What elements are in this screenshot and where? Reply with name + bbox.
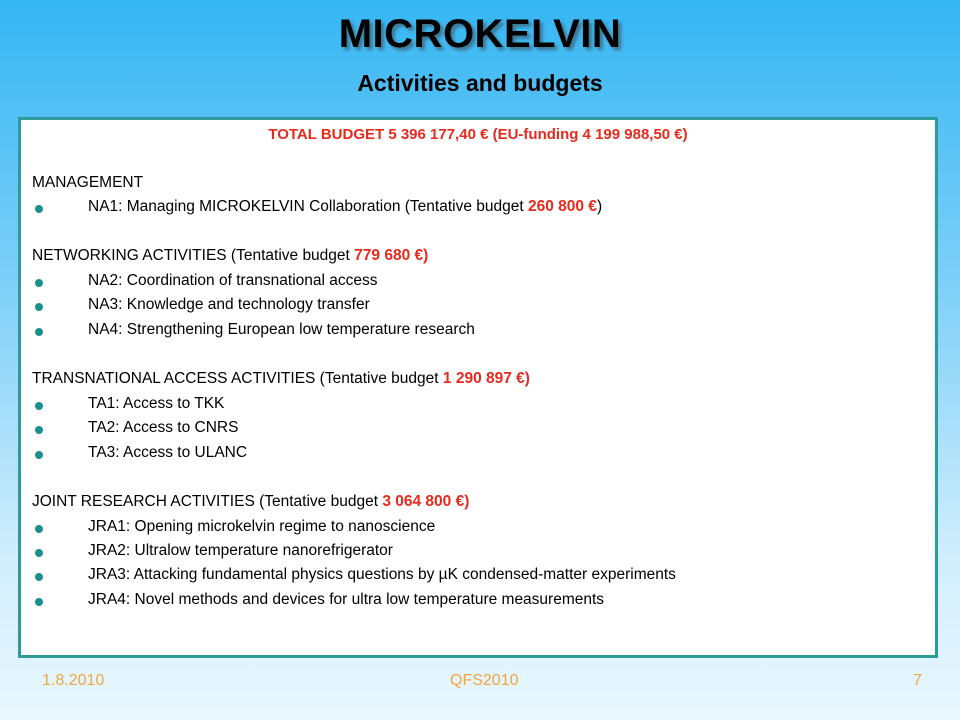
bullet-icon (35, 549, 43, 557)
ta3-item: TA3: Access to ULANC (88, 444, 248, 461)
networking-heading-text: NETWORKING ACTIVITIES (Tentative budget (32, 247, 355, 264)
ta2-item: TA2: Access to CNRS (88, 419, 239, 436)
transnational-heading-text: TRANSNATIONAL ACCESS ACTIVITIES (Tentative budget (32, 370, 443, 387)
joint-heading-text: JOINT RESEARCH ACTIVITIES (Tentative budget (32, 493, 383, 510)
footer-date: 1.8.2010 (42, 672, 105, 689)
management-heading: MANAGEMENT (32, 174, 144, 191)
bullet-icon (35, 426, 43, 434)
total-budget: TOTAL BUDGET 5 396 177,40 € (EU-funding 4 199 988,50 €) (268, 126, 688, 143)
slide-title: MICROKELVIN (338, 12, 622, 56)
na1-suffix: ) (596, 198, 603, 215)
na1-amount: 260 800 € (527, 198, 597, 215)
na4-item: NA4: Strengthening European low temperature research (88, 321, 475, 338)
bullet-icon (35, 573, 43, 581)
transnational-heading (32, 370, 530, 388)
jra4-item: JRA4: Novel methods and devices for ultra low temperature measurements (88, 591, 605, 608)
bullet-icon (35, 402, 43, 410)
footer-page-number: 7 (913, 672, 922, 689)
bullet-icon (35, 303, 43, 311)
jra3-item: JRA3: Attacking fundamental physics questions by µK condensed-matter experiments (88, 566, 676, 583)
footer-event: QFS2010 (450, 672, 519, 689)
bullet-icon (35, 598, 43, 606)
bullet-icon (35, 328, 43, 336)
networking-amount: 779 680 €) (354, 247, 429, 264)
bullet-icon (35, 451, 43, 459)
na1-item (88, 198, 602, 216)
joint-heading (32, 493, 469, 511)
bullet-icon (35, 525, 43, 533)
joint-amount: 3 064 800 €) (382, 493, 470, 510)
na1-text: NA1: Managing MICROKELVIN Collaboration (Tentative budget (88, 198, 528, 215)
content-panel (18, 117, 938, 658)
na2-item: NA2: Coordination of transnational access (88, 272, 378, 289)
networking-heading (32, 247, 428, 265)
transnational-amount: 1 290 897 €) (442, 370, 530, 387)
jra1-item: JRA1: Opening microkelvin regime to nanoscience (88, 518, 436, 535)
jra2-item: JRA2: Ultralow temperature nanorefrigerator (88, 542, 393, 559)
na3-item: NA3: Knowledge and technology transfer (88, 296, 370, 313)
bullet-icon (35, 279, 43, 287)
slide-subtitle: Activities and budgets (357, 70, 603, 96)
bullet-icon (35, 205, 43, 213)
ta1-item: TA1: Access to TKK (88, 395, 225, 412)
